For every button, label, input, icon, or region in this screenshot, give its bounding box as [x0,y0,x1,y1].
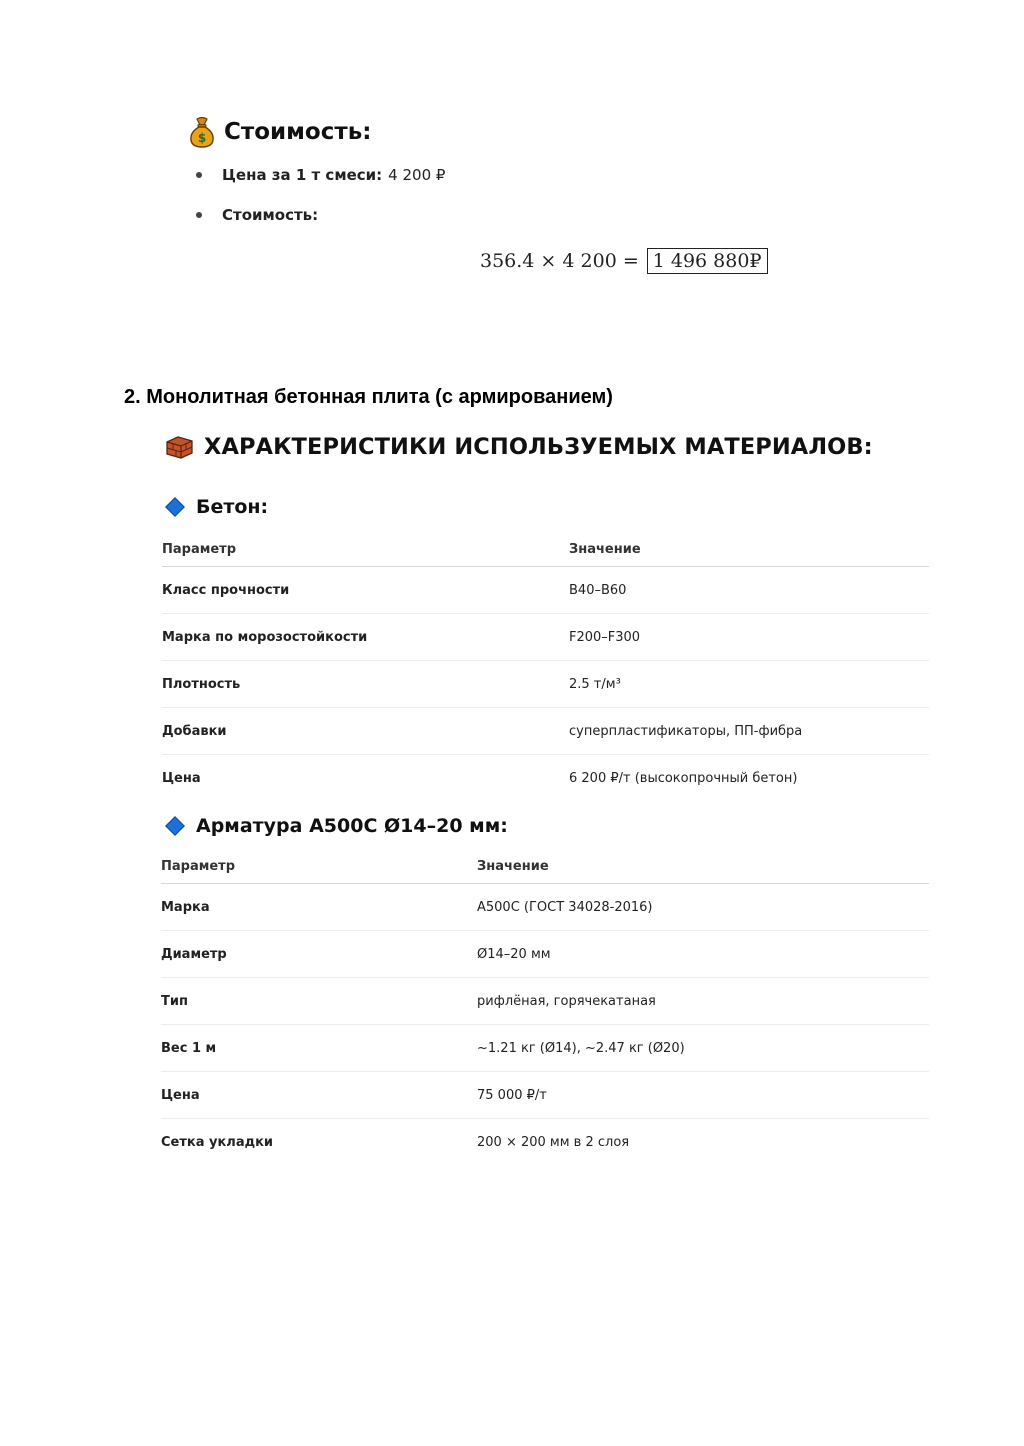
row-value: ~1.21 кг (Ø14), ~2.47 кг (Ø20) [477,1025,929,1072]
price-label: Цена за 1 т смеси: [222,166,383,184]
row-value: рифлёная, горячекатаная [477,978,929,1025]
table-row [161,884,929,931]
row-parameter: Марка [161,884,477,931]
bullet-icon [196,172,202,178]
concrete-heading [164,496,268,518]
table-row [161,978,929,1025]
concrete-table [162,532,929,801]
price-value: 4 200 ₽ [388,166,446,184]
table-row [162,567,929,614]
section-title: 2. Монолитная бетонная плита (с армированием) [124,386,613,408]
row-value: 6 200 ₽/т (высокопрочный бетон) [569,770,798,786]
row-value: 200 × 200 мм в 2 слоя [477,1134,630,1150]
row-parameter: Марка по морозостойкости [162,614,569,661]
blue-diamond-icon [165,816,185,836]
row-value: 2.5 т/м³ [569,661,929,708]
row-value: Ø14–20 мм [477,931,929,978]
money-bag-icon [188,116,216,148]
row-parameter: Вес 1 м [161,1025,477,1072]
formula-lhs: 356.4 × 4 200 = [480,250,639,272]
row-parameter: Сетка укладки [161,1134,274,1150]
svg-text:$: $ [197,131,207,145]
table-row [161,931,929,978]
table-row [161,1025,929,1072]
row-value: суперпластификаторы, ПП-фибра [569,708,929,755]
concrete-heading-title: Бетон: [196,496,269,518]
column-header-parameter: Параметр [162,532,569,567]
row-value: 75 000 ₽/т [477,1072,929,1119]
rebar-heading-title: Арматура А500С Ø14–20 мм: [196,815,508,837]
row-parameter: Плотность [162,661,569,708]
table-header-row [162,532,929,567]
row-parameter: Добавки [162,708,569,755]
row-parameter: Тип [161,978,477,1025]
list-item-cost [196,206,324,224]
column-header-parameter: Параметр [161,849,477,884]
table-row [162,755,929,802]
cost-heading-title: Стоимость: [224,119,372,145]
cost-label: Стоимость: [222,206,319,224]
cost-formula [480,248,768,274]
table-row [161,1072,929,1119]
materials-heading-title: ХАРАКТЕРИСТИКИ ИСПОЛЬЗУЕМЫХ МАТЕРИАЛОВ: [204,434,873,460]
bricks-icon [164,434,194,460]
materials-heading [164,434,873,460]
row-value: А500С (ГОСТ 34028-2016) [477,884,929,931]
table-header-row [161,849,929,884]
row-parameter: Диаметр [161,931,477,978]
row-value: B40–B60 [569,567,929,614]
rebar-heading [164,815,508,837]
table-row [162,661,929,708]
column-header-value: Значение [477,849,929,884]
row-parameter: Цена [162,770,201,786]
bullet-icon [196,212,202,218]
row-value: F200–F300 [569,614,929,661]
column-header-value: Значение [569,532,929,567]
table-row [161,1119,929,1166]
cost-heading [188,116,371,148]
list-item-price [196,166,445,184]
table-row [162,708,929,755]
rebar-table [161,849,929,1165]
row-parameter: Класс прочности [162,567,569,614]
blue-diamond-icon [165,497,185,517]
formula-result: 1 496 880₽ [647,248,768,274]
row-parameter: Цена [161,1072,477,1119]
table-row [162,614,929,661]
